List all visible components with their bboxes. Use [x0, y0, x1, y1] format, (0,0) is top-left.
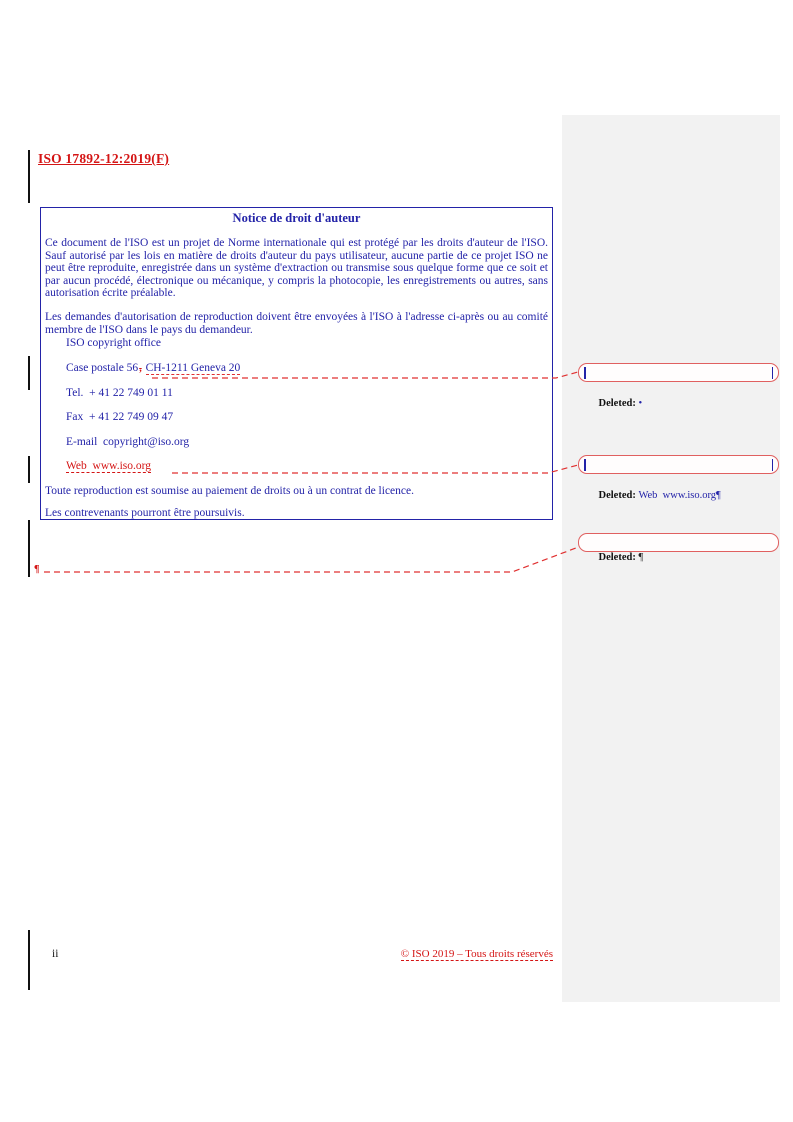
notice-paragraph-4: Les contrevenants pourront être poursuivis. [45, 507, 245, 519]
footer-page-number: ii [52, 948, 59, 960]
copyright-notice-box [40, 207, 553, 520]
notice-paragraph-2: Les demandes d'autorisation de reproduction doivent être envoyées à l'ISO à l'adresse ci-après ou au comité membre de l'ISO dans le pays du demandeur. [45, 311, 548, 336]
contact-email-line: E-mail copyright@iso.org [66, 436, 190, 448]
paragraph-mark-bar [772, 459, 774, 471]
footer-copyright-text: © ISO 2019 – Tous droits réservés [400, 948, 553, 960]
bubble-content: Web www.iso.org¶ [638, 490, 721, 501]
paragraph-mark-bar [772, 367, 774, 379]
contact-tel-line: Tel. + 41 22 749 01 11 [66, 387, 173, 399]
paragraph-mark-bar [584, 367, 586, 379]
change-bar [28, 520, 30, 577]
deleted-bullet-anchor-icon: , [139, 363, 142, 374]
change-bar [28, 930, 30, 990]
footer-copyright-notice [0, 948, 553, 960]
bubble-content: • [638, 398, 643, 409]
document-reference-header: ISO 17892-12:2019(F) [38, 151, 170, 166]
paragraph-mark-bar [584, 459, 586, 471]
bubble-label: Deleted: [598, 490, 639, 501]
address-part1: Case postale 56 [66, 362, 139, 374]
bubble-label: Deleted: [598, 552, 639, 563]
notice-title: Notice de droit d'auteur [232, 211, 361, 225]
contact-office-line: ISO copyright office [66, 337, 161, 349]
change-bar [28, 150, 30, 203]
bubble-content: ¶ [638, 552, 644, 563]
notice-paragraph-1: Ce document de l'ISO est un projet de Norme internationale qui est protégé par les droits d'auteur de l'ISO. Sauf autorisé par les lois en matière de droits d'auteur du pays utilisateur, aucune partie de ce projet ISO ne peut être reproduite, enregistrée dans un système d'extraction ou transmise sous quelque forme que ce soit et par aucun procédé, électronique ou mécanique, y compris la photocopie, les enregistrements ou autres, sans autorisation écrite préalable. [45, 237, 548, 300]
change-bar [28, 356, 30, 390]
bubble-label: Deleted: [598, 398, 639, 409]
change-bar [28, 456, 30, 483]
address-part2: CH-1211 Geneva 20 [145, 362, 241, 374]
inserted-web-text: Web www.iso.org [66, 460, 151, 472]
contact-web-line [66, 460, 151, 472]
notice-paragraph-3: Toute reproduction est soumise au paiement de droits ou à un contrat de licence. [45, 485, 414, 497]
deleted-change-bubble[interactable] [578, 363, 779, 409]
contact-address-line [66, 362, 240, 375]
deleted-change-bubble[interactable] [578, 533, 779, 563]
deleted-change-bubble[interactable] [578, 455, 779, 501]
contact-fax-line: Fax + 41 22 749 09 47 [66, 411, 174, 423]
deleted-pilcrow-anchor-icon: ¶ [34, 564, 40, 575]
